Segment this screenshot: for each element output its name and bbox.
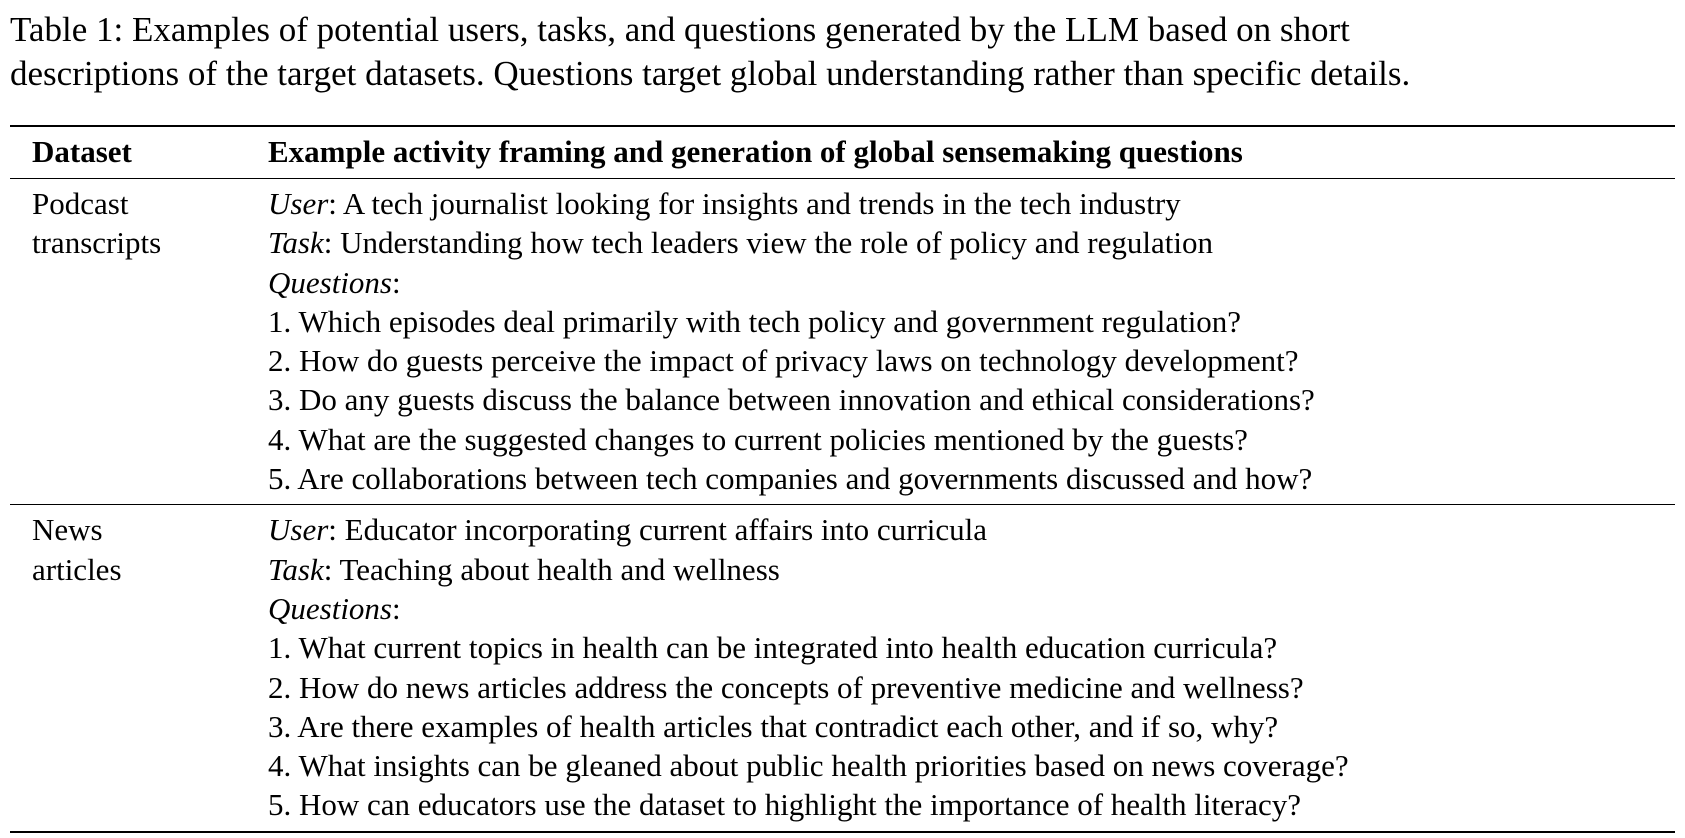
question-item: 4. What are the suggested changes to current policies mentioned by the guests? xyxy=(268,421,1248,457)
dataset-name-line: transcripts xyxy=(32,225,162,261)
table-row xyxy=(10,505,1675,832)
examples-table xyxy=(10,125,1675,833)
question-item: 1. What current topics in health can be integrated into health education curricula? xyxy=(268,630,1278,666)
task-text: : Understanding how tech leaders view the role of policy and regulation xyxy=(323,225,1213,261)
questions-label: Questions xyxy=(268,590,392,626)
caption-line: descriptions of the target datasets. Questions target global understanding rather than specific details. xyxy=(10,54,1411,93)
task-line xyxy=(268,223,1675,262)
user-line xyxy=(268,184,1675,223)
question-item: 2. How do guests perceive the impact of privacy laws on technology development? xyxy=(268,343,1299,379)
header-dataset: Dataset xyxy=(32,134,132,169)
dataset-name-line: articles xyxy=(32,551,122,587)
framing-cell xyxy=(268,179,1675,505)
question-item: 4. What insights can be gleaned about public health priorities based on news coverage? xyxy=(268,748,1349,784)
questions-colon: : xyxy=(392,590,401,626)
question-item: 5. How can educators use the dataset to highlight the importance of health literacy? xyxy=(268,787,1301,823)
table-header-row xyxy=(10,126,1675,179)
user-label: User xyxy=(268,512,329,548)
table-caption xyxy=(10,8,1675,96)
questions-line xyxy=(268,589,1675,628)
dataset-cell xyxy=(10,505,268,832)
task-label: Task xyxy=(268,551,324,587)
question-item: 2. How do news articles address the concepts of preventive medicine and wellness? xyxy=(268,669,1304,705)
header-framing: Example activity framing and generation of global sensemaking questions xyxy=(268,134,1243,169)
framing-cell xyxy=(268,505,1675,832)
caption-line: Table 1: Examples of potential users, tasks, and questions generated by the LLM based on short xyxy=(10,10,1350,49)
question-item: 3. Do any guests discuss the balance between innovation and ethical considerations? xyxy=(268,382,1315,418)
question-item: 1. Which episodes deal primarily with tech policy and government regulation? xyxy=(268,303,1242,339)
question-item: 5. Are collaborations between tech companies and governments discussed and how? xyxy=(268,461,1313,497)
user-text: : Educator incorporating current affairs into curricula xyxy=(328,512,988,548)
user-text: : A tech journalist looking for insights and trends in the tech industry xyxy=(328,186,1181,221)
dataset-name-line: Podcast xyxy=(32,186,129,221)
user-line xyxy=(268,510,1675,549)
task-text: : Teaching about health and wellness xyxy=(323,551,780,587)
dataset-name-line: News xyxy=(32,512,103,548)
questions-colon: : xyxy=(392,264,401,300)
questions-label: Questions xyxy=(268,264,392,300)
dataset-cell xyxy=(10,179,268,505)
user-label: User xyxy=(268,186,329,221)
task-line xyxy=(268,550,1675,589)
questions-line xyxy=(268,263,1675,302)
task-label: Task xyxy=(268,225,324,261)
table-row xyxy=(10,179,1675,505)
question-item: 3. Are there examples of health articles that contradict each other, and if so, why? xyxy=(268,708,1279,744)
